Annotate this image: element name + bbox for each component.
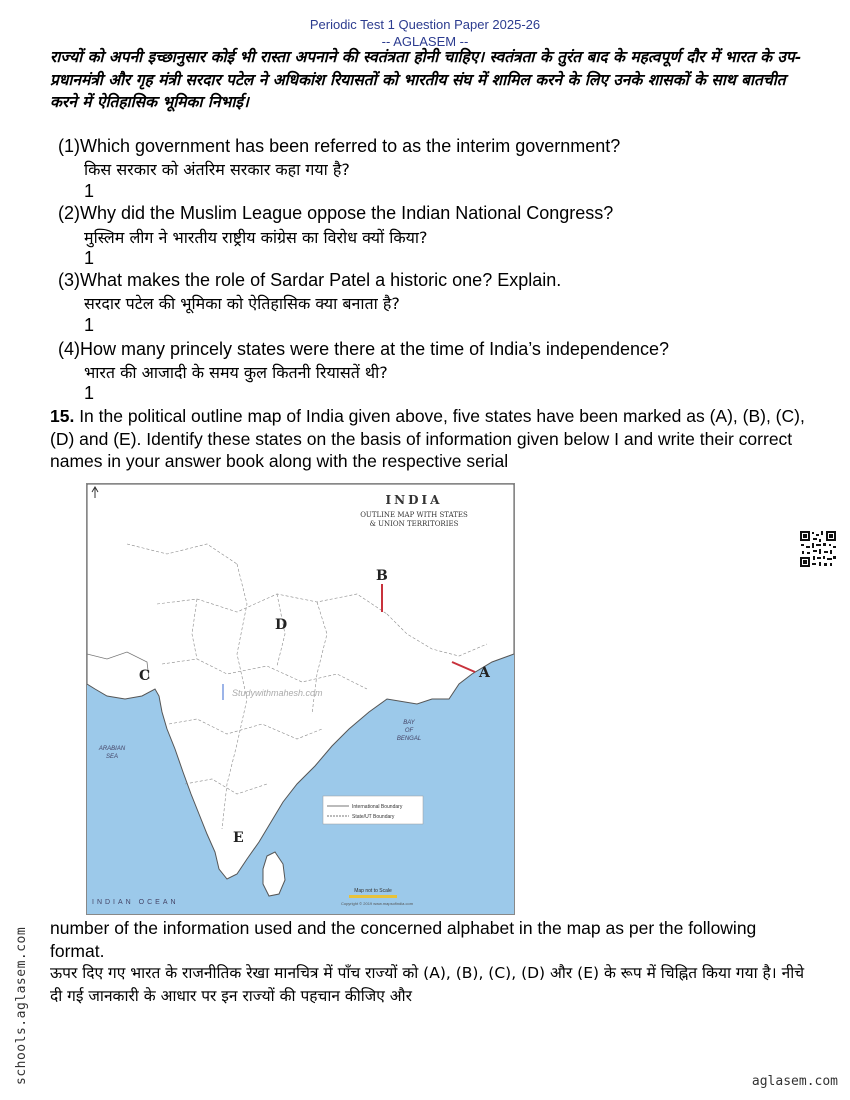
map-subtitle-2: & UNION TERRITORIES [369, 520, 459, 528]
indian-ocean-label: INDIAN OCEAN [92, 899, 179, 906]
map-label-e: E [233, 830, 244, 846]
india-outline-map [86, 483, 515, 915]
question-2-en: (2)Why did the Muslim League oppose the Indian National Congress? [58, 203, 614, 223]
map-legend [323, 796, 423, 824]
not-to-scale-text: Map not to Scale [354, 888, 392, 894]
question-3-hi: सरदार पटेल की भूमिका को ऐतिहासिक क्या बनाता है? [84, 294, 400, 313]
map-label-d: D [275, 617, 288, 633]
question-15-hindi: ऊपर दिए गए भारत के राजनीतिक रेखा मानचित्र में पाँच राज्यों को (A), (B), (C), (D) और (E) के रूप में चिह्नित किया गया है। नीचे दी गई जानकारी के आधार पर इन राज्यों की पहचान कीजिए और [50, 964, 805, 1005]
map-label-c: C [139, 668, 151, 684]
question-2-marks: 1 [84, 248, 95, 268]
question-1-hi: किस सरकार को अंतरिम सरकार कहा गया है? [84, 160, 350, 179]
passage-text: राज्यों को अपनी इच्छानुसार कोई भी रास्ता अपनाने की स्वतंत्रता होनी चाहिए। स्वतंत्रता के तुरंत बाद के महत्वपूर्ण दौर में भारत के उप-प्रधानमंत्री और गृह मंत्री सरदार पटेल ने अधिकांश रियासतों को भारतीय संघ में शामिल करने के लिए उनके शासकों के साथ बातचीत करने में ऐतिहासिक भूमिका निभाई। [50, 47, 802, 111]
map-subtitle-1: OUTLINE MAP WITH STATES [360, 511, 468, 519]
map-label-a: A [479, 665, 490, 681]
side-watermark: schools.aglasem.com [14, 926, 29, 1085]
question-3-marks: 1 [84, 315, 95, 335]
scale-bar [349, 895, 397, 898]
footer-site: aglasem.com [751, 1074, 838, 1089]
question-2-hi: मुस्लिम लीग ने भारतीय राष्ट्रीय कांग्रेस का विरोध क्यों किया? [84, 228, 428, 247]
question-15 [50, 405, 810, 473]
question-4-marks: 1 [84, 383, 95, 403]
question-1-marks: 1 [84, 181, 95, 201]
legend-text-1: International Boundary [352, 804, 403, 810]
qr-code-icon [799, 530, 837, 568]
question-15-number: 15. [50, 406, 75, 426]
map-copyright: Copyright © 2019 www.mapsofindia.com [340, 901, 414, 906]
legend-text-2: State/UT Boundary [352, 814, 395, 820]
question-4-en: (4)How many princely states were there at the time of India’s independence? [58, 339, 669, 359]
map-watermark: Studywithmahesh.com [232, 688, 323, 698]
bay-label-2: OF [404, 728, 414, 734]
map-title-text: INDIA [385, 493, 443, 507]
question-15-text: In the political outline map of India given above, five states have been marked as (A), (B), (C), (D) and (E). Identify these states on the basis of information given below I and write their correct names in your answer book along with the respective serial [50, 406, 805, 471]
bay-label-3: BENGAL [396, 736, 422, 742]
map-svg [87, 484, 514, 914]
bay-label-1: BAY [403, 720, 415, 726]
arabian-sea-label-1: ARABIAN [98, 746, 126, 752]
question-1-en: (1)Which government has been referred to as the interim government? [58, 136, 621, 156]
arabian-sea-label-2: SEA [105, 754, 119, 760]
paper-subtitle: -- AGLASEM -- [381, 34, 469, 49]
question-15-continuation: number of the information used and the concerned alphabet in the map as per the following format. [50, 918, 757, 961]
qr-code-svg [799, 530, 837, 568]
question-4-hi: भारत की आजादी के समय कुल कितनी रियासतें थी? [84, 363, 388, 382]
map-label-b: B [376, 568, 388, 584]
question-3-en: (3)What makes the role of Sardar Patel a historic one? Explain. [58, 270, 562, 290]
paper-title: Periodic Test 1 Question Paper 2025-26 [309, 17, 541, 32]
